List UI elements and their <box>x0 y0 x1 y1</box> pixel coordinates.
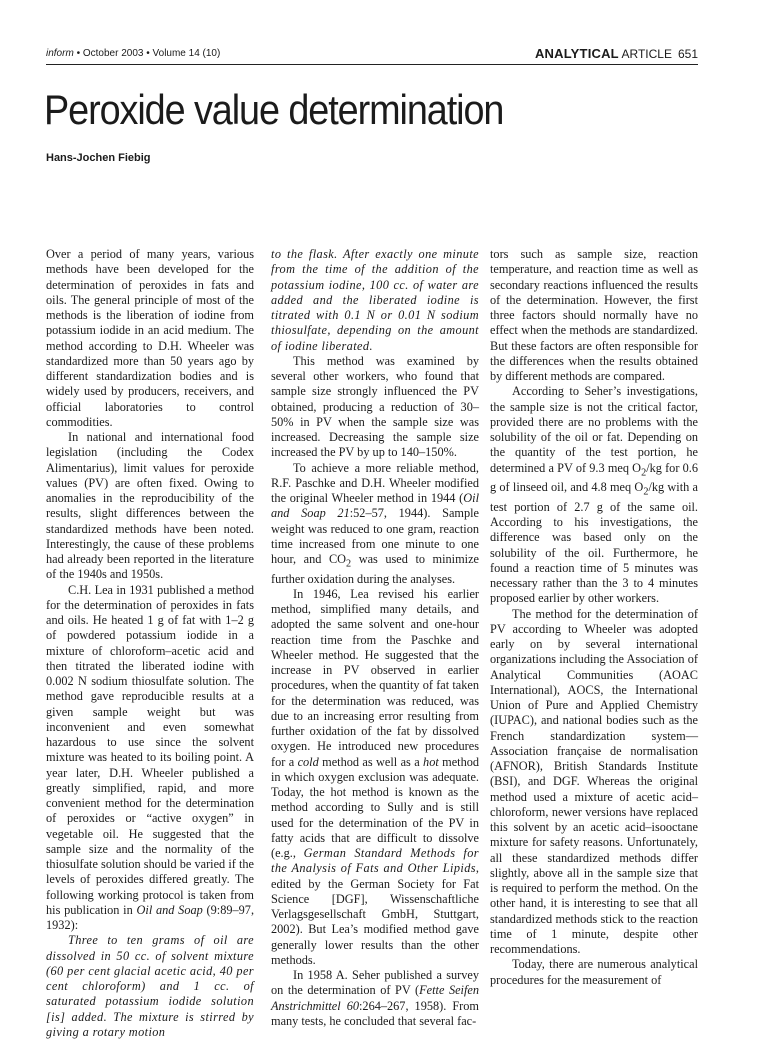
subscript: 2 <box>643 486 649 498</box>
column-1 <box>46 247 254 1040</box>
paragraph <box>271 461 479 587</box>
paragraph-text: According to Seher’s investigations, the sample size is not the critical factor, provided there are no problems with the solubility of the oil or fat. Depending on the quantity of the test portion, he determined a PV of 9.3 meq O <box>490 384 698 475</box>
issue-line <box>46 48 220 59</box>
paragraph-text: , edited by the German Society for Fat Science [DGF], Wissenschaftliche Verlagsgesellschaft GmbH, Stuttgart, 2002). But Lea’s modified method gave generally lower results than the other methods. <box>271 861 479 967</box>
article-author: Hans-Jochen Fiebig <box>46 152 151 164</box>
paragraph <box>271 587 479 968</box>
running-header <box>46 46 698 64</box>
page-number: 651 <box>677 47 698 61</box>
section-type: ARTICLE <box>621 47 672 61</box>
column-2 <box>271 247 479 1029</box>
paragraph-text: In 1946, Lea revised his earlier method, simplified many details, and adopted the same solvent and one-hour reaction time from the Paschke and Wheeler method. He suggested that the increase in PV observed in earlier procedures, when the quantity of fat taken for the determination was reduced, was due to an increasing error resulting from further oxidation of the fat by dissolved oxygen. He introduced new procedures for a <box>271 586 479 769</box>
citation: (9:89–97, 1932): <box>46 902 255 932</box>
paragraph: In national and international food legislation (including the Codex Alimentarius), limit values for peroxide values (PV) are often fixed. Owing to anomalies in the reproducibility of the results, slight differences between the standardized methods have been noted. Interestingly, the cause of these problems had already been reported in the literature of the 1940s and 1950s. <box>46 430 254 582</box>
article-title: Peroxide value determination <box>44 86 504 133</box>
paragraph <box>490 384 698 606</box>
paragraph-text: C.H. Lea in 1931 published a method for the determination of peroxides in fats and oils. He heated 1 g of fat with 1–2 g of powdered potassium iodide in a mixture of chloroform–acetic acid and then titrated the liberated iodine with 0.002 N sodium thiosulfate solution. The method gave reproducible results at a given sample weight but was inconvenient and even somewhat hazardous to use since the solvent mixture was heated to its boiling point. A year later, D.H. Wheeler published a greatly simplified, rapid, and more convenient method for the determination of peroxides or “active oxygen” in vegetable oil. He suggested that the sample size and the normality of the thiosulfate solution should be varied if the levels of peroxides differed greatly. The following working protocol is taken from his publication in <box>46 582 254 917</box>
magazine-name: inform <box>46 48 74 59</box>
paragraph: Over a period of many years, various methods have been developed for the determination of peroxides in fats and oils. The general principle of most of the methods is the liberation of iodine from potassium iodide in an acid medium. The method according to D.H. Wheeler was standardized more than 50 years ago by different standardization bodies and is widely used by producers, receivers, and official laboratories to control commodities. <box>46 247 254 429</box>
section-label <box>535 46 698 61</box>
journal-title: Oil and Soap <box>136 902 203 917</box>
column-3 <box>490 247 698 988</box>
paragraph-text: /kg with a test portion of 2.7 g of the same oil. According to his investigations, the difference was based only on the solubility of the oil. Furthermore, he found a reaction time of 5 minutes was necessary rather than the 3 to 4 minutes proposed earlier by other workers. <box>490 480 698 606</box>
issue-info: • October 2003 • Volume 14 (10) <box>76 48 221 59</box>
subscript: 2 <box>641 466 647 478</box>
quoted-protocol-continued: to the flask. After exactly one minute from the time of the addition of the potassium iodine, 100 cc. of water are added and the liberated iodine is titrated with 0.1 N or 0.01 N sodium thiosulfate, depending on the amount of iodine liberated. <box>271 247 479 353</box>
section-kind: ANALYTICAL <box>534 46 619 61</box>
paragraph-text: :52–57, 1944). Sample weight was reduced to one gram, reaction time increased from one minute to one hour, and CO <box>271 506 480 566</box>
journal-title: Fette Seifen Anstrichmittel 60 <box>271 983 479 1013</box>
paragraph: tors such as sample size, reaction temperature, and reaction time as well as secondary reactions influenced the results of the determination. However, the first three factors should normally have no effect when the methods are standardized. But these factors are often responsible for the differences when the results obtained by different methods are compared. <box>490 247 698 383</box>
paragraph: This method was examined by several other workers, who found that sample size strongly influenced the PV obtained, producing a reduction of 30–50% in PV when the sample size was increased. Decreasing the sample size increased the PV by up to 140–150%. <box>271 353 479 460</box>
paragraph <box>46 583 254 934</box>
paragraph-text: /kg for 0.6 g of linseed oil, and 4.8 meq O <box>490 460 698 495</box>
paragraph-text: method as well as a <box>322 754 420 769</box>
paragraph: The method for the determination of PV according to Wheeler was adopted early on by several international organizations including the Association of Analytical Communities (AOAC International), AOCS, the International Union of Pure and Applied Chemistry (IUPAC), and national bodies such as the French standardization system—Association française de normalisation (AFNOR), British Standards Institute (BSI), and DGF. Whereas the original method used a mixture of acetic acid–chloroform, newer versions have replaced this solvent by an acetic acid–isooctane mixture for safety reasons. Unfortunately, all these standardized methods differ slightly, above all in the sample size that is required to perform the method. On the other hand, it is interesting to see that all standardized methods stick to the reaction time of 1 minute, despite other recommendations. <box>490 606 698 957</box>
quoted-protocol: Three to ten grams of oil are dissolved in 50 cc. of solvent mixture (60 per cent glacial acetic acid, 40 per cent chloroform) and 1 cc. of saturated potassium iodide solution [is] added. The mixture is stirred by giving a rotary motion <box>46 933 254 1039</box>
emphasis-cold: cold <box>297 754 319 769</box>
paragraph <box>271 968 479 1029</box>
paragraph-text: method in which oxygen exclusion was adequate. Today, the hot method is known as the method according to Sully and is still used for the determination of the PV in fatty acids that are difficult to dissolve (e.g., <box>271 754 480 861</box>
subscript: 2 <box>346 558 352 570</box>
book-title: German Standard Methods for the Analysis of Fats and Other Lipids <box>271 846 479 876</box>
emphasis-hot: hot <box>423 754 439 769</box>
paragraph: Today, there are numerous analytical procedures for the measurement of <box>490 957 698 987</box>
paragraph-text: In 1958 A. Seher published a survey on the determination of PV ( <box>271 968 479 998</box>
header-rule <box>46 64 698 65</box>
paragraph-text: To achieve a more reliable method, R.F. Paschke and D.H. Wheeler modified the original Wheeler method in 1944 ( <box>271 460 479 505</box>
paragraph-text: was used to minimize further oxidation during the analyses. <box>271 552 479 586</box>
journal-title: Oil and Soap 21 <box>271 491 479 521</box>
paragraph-text: :264–267, 1958). From many tests, he concluded that several fac- <box>271 998 479 1028</box>
